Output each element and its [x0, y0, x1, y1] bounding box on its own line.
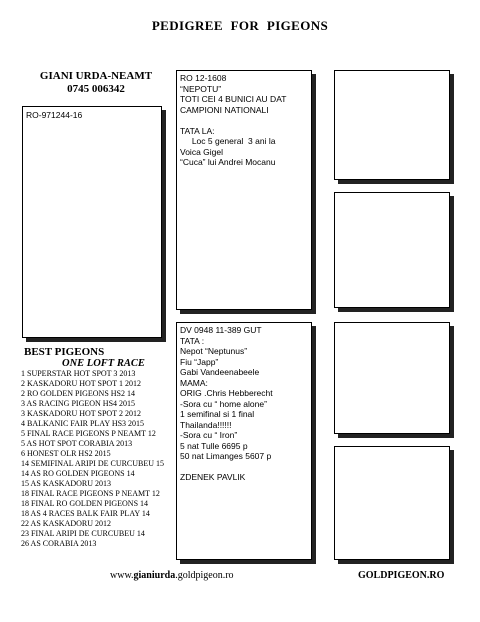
best-pigeons-heading: BEST PIGEONS [24, 346, 105, 358]
grandparent-box-1 [334, 70, 450, 180]
list-item: 4 BALKANIC FAIR PLAY HS3 2015 [21, 419, 145, 428]
dam-line: Nepot “Neptunus” [180, 346, 248, 356]
grandparent-box-3 [334, 322, 450, 434]
list-item: 22 AS KASKADORU 2012 [21, 519, 112, 528]
dam-line: Thailanda!!!!!! [180, 419, 232, 430]
dam-line: ZDENEK PAVLIK [180, 472, 246, 482]
list-item: 3 AS RACING PIGEON HS4 2015 [21, 399, 136, 408]
main-bird-box [22, 106, 162, 338]
dam-line: DV 0948 11-389 GUT [180, 325, 262, 335]
list-item: 5 AS HOT SPOT CORABIA 2013 [21, 439, 133, 448]
one-loft-race-heading: ONE LOFT RACE [62, 358, 145, 369]
list-item: 14 SEMIFINAL ARIPI DE CURCUBEU 15 [21, 459, 165, 468]
list-item: 2 RO GOLDEN PIGEONS HS2 14 [21, 389, 136, 398]
dam-line: 50 nat Limanges 5607 p [180, 451, 272, 461]
sire-line: TOTI CEI 4 BUNICI AU DAT [180, 94, 287, 104]
dam-line: Gabi Vandeenabeele [180, 367, 260, 377]
dam-line: ORIG .Chris Hebberecht [180, 388, 273, 398]
dam-line: Fiu “Japp” [180, 356, 219, 367]
sire-line: CAMPIONI NATIONALI [180, 104, 269, 115]
list-item: 15 AS KASKADORU 2013 [21, 479, 112, 488]
dam-line: 5 nat Tulle 6695 p [180, 440, 248, 451]
footer-website[interactable] [110, 570, 234, 581]
list-item: 23 FINAL ARIPI DE CURCUBEU 14 [21, 529, 145, 538]
sire-line: “NEPOTU” [180, 83, 222, 94]
list-item: 1 SUPERSTAR HOT SPOT 3 2013 [21, 369, 136, 378]
sire-line: “Cuca” lui Andrei Mocanu [180, 157, 276, 167]
grandparent-box-4 [334, 446, 450, 560]
footer-url-bold: gianiurda [133, 570, 176, 581]
list-item: 3 KASKADORU HOT SPOT 2 2012 [21, 409, 141, 418]
owner-phone: 0745 006342 [67, 83, 125, 95]
list-item: 26 AS CORABIA 2013 [21, 539, 97, 548]
main-bird-ring: RO-971244-16 [26, 110, 83, 120]
footer-url-suffix: .goldpigeon.ro [175, 570, 234, 581]
list-item: 14 AS RO GOLDEN PIGEONS 14 [21, 469, 135, 478]
footer-brand: GOLDPIGEON.RO [358, 570, 445, 581]
sire-box [176, 70, 312, 310]
dam-line: -Sora cu “ home alone” [180, 398, 267, 409]
sire-line: TATA LA: [180, 125, 215, 136]
owner-info [26, 70, 166, 96]
dam-line: MAMA: [180, 377, 208, 388]
best-pigeons-list [21, 369, 239, 549]
sire-line: RO 12-1608 [180, 73, 227, 83]
footer-url-prefix: www. [110, 570, 134, 581]
list-item: 6 HONEST OLR HS2 2015 [21, 449, 111, 458]
sire-line: Voica Gigel [180, 146, 223, 157]
list-item: 18 FINAL RO GOLDEN PIGEONS 14 [21, 499, 149, 508]
list-item: 5 FINAL RACE PIGEONS P NEAMT 12 [21, 429, 156, 438]
page-title: PEDIGREE FOR PIGEONS [151, 18, 329, 33]
list-item: 2 KASKADORU HOT SPOT 1 2012 [21, 379, 141, 388]
sire-details [177, 71, 311, 170]
list-item: 18 AS 4 RACES BALK FAIR PLAY 14 [21, 509, 150, 518]
sire-line [180, 115, 308, 126]
dam-line: TATA : [180, 335, 205, 346]
list-item: 18 FINAL RACE PIGEONS P NEAMT 12 [21, 489, 160, 498]
dam-line: 1 semifinal si 1 final [180, 409, 255, 419]
sire-line: Loc 5 general 3 ani la [180, 136, 276, 146]
owner-name: GIANI URDA-NEAMT [39, 70, 153, 82]
dam-line: -Sora cu “ Iron” [180, 430, 238, 440]
grandparent-box-2 [334, 192, 450, 308]
